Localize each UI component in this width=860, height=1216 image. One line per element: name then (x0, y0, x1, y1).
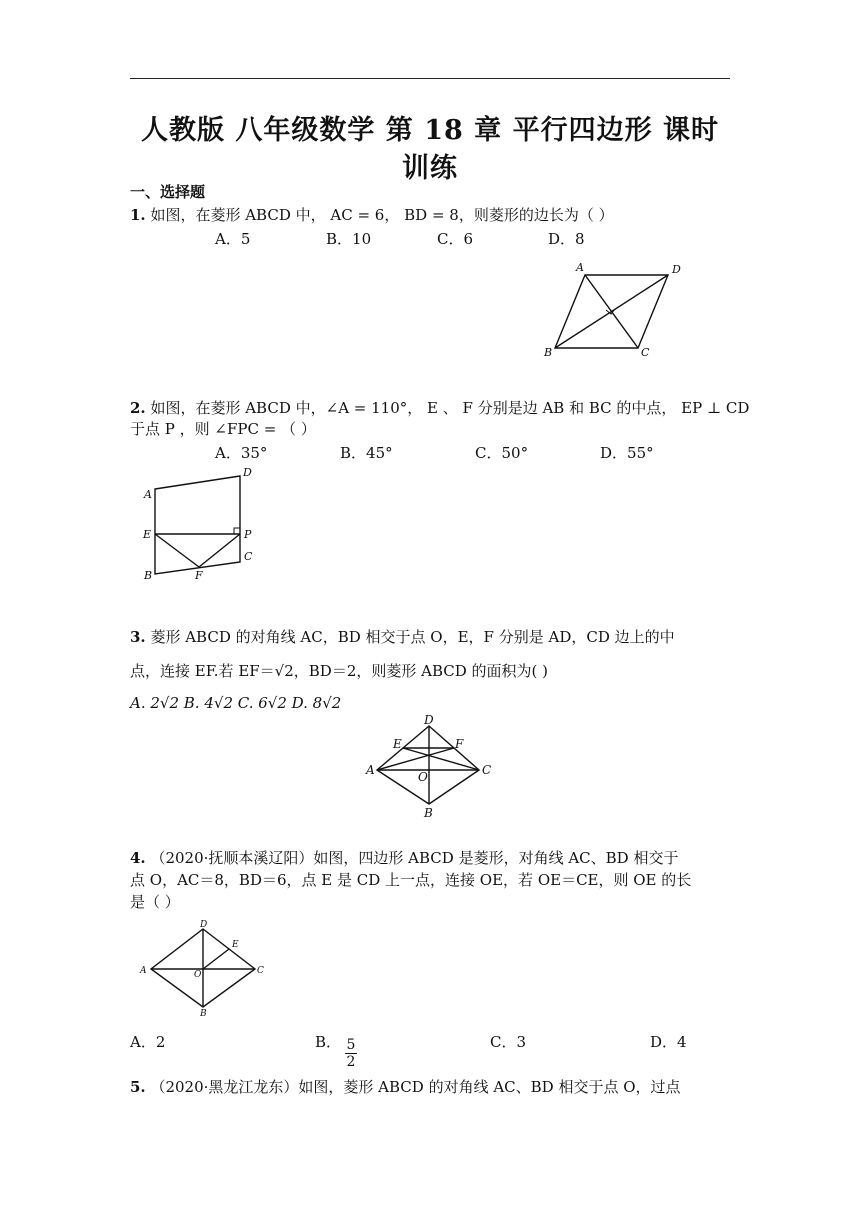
q3-options: A. 2√2 B. 4√2 C. 6√2 D. 8√2 (130, 694, 342, 712)
q1-label-d: D (672, 263, 681, 276)
page-title-line2: 训练 (402, 153, 458, 184)
question-5-line1: 5. （2020·黑龙江龙东）如图，菱形 ABCD 的对角线 AC、BD 相交于点 O，过点 (130, 1078, 681, 1096)
question-4-line2: 点 O，AC＝8，BD＝6，点 E 是 CD 上一点，连接 OE，若 OE＝CE，则 OE 的长 (130, 871, 692, 889)
q1-option-b: B．10 (326, 230, 372, 248)
q4-rhombus-figure (135, 917, 270, 1017)
q3-label-b: B (424, 806, 433, 820)
q3-label-c: C (482, 763, 492, 777)
q1-option-a: A．5 (215, 230, 251, 248)
q4-label-o: O (194, 970, 202, 980)
q2-label-a: A (144, 488, 152, 501)
question-3-line2: 点，连接 EF.若 EF＝√2，BD＝2，则菱形 ABCD 的面积为( ) (130, 662, 549, 680)
question-4-number: 4. (130, 849, 146, 867)
question-5-number: 5. (130, 1078, 146, 1096)
q4-option-c: C．3 (490, 1033, 527, 1051)
page-title-line1: 人教版 八年级数学 第 18 章 平行四边形 课时 (141, 115, 719, 146)
q4-label-d: D (200, 920, 208, 930)
q2-label-b: B (144, 569, 153, 582)
q2-option-c: C．50° (475, 444, 529, 462)
q3-rhombus-figure (362, 714, 497, 822)
fraction-denominator: 2 (346, 1054, 356, 1070)
q4-option-b: B． (315, 1033, 342, 1051)
q1-option-c: C．6 (437, 230, 474, 248)
question-2-line2: 于点 P ，则 ∠FPC = （ ） (130, 420, 316, 438)
section-heading: 一、选择题 (130, 183, 206, 201)
question-3-line1: 3. 菱形 ABCD 的对角线 AC，BD 相交于点 O，E，F 分别是 AD，CD 边上的中 (130, 628, 675, 646)
q2-label-p: P (244, 528, 252, 541)
q2-label-e: E (143, 528, 152, 541)
question-4-line1: 4. （2020·抚顺本溪辽阳）如图，四边形 ABCD 是菱形，对角线 AC、BD 相交于 (130, 849, 679, 867)
question-2-number: 2. (130, 399, 146, 417)
question-2-line1: 2. 如图，在菱形 ABCD 中，∠A = 110°， E 、 F 分别是边 AB 和 BC 的中点， EP ⊥ CD (130, 399, 750, 417)
q1-option-d: D．8 (548, 230, 585, 248)
q3-label-e: E (393, 737, 402, 751)
q2-label-f: F (195, 569, 203, 582)
q4-option-b-fraction (345, 1038, 357, 1069)
fraction-numerator: 5 (346, 1037, 356, 1053)
q2-label-d: D (243, 466, 252, 479)
q4-label-c: C (257, 966, 264, 976)
top-rule (130, 78, 730, 79)
q2-rhombus-figure (135, 462, 265, 587)
q3-label-o: O (418, 770, 428, 784)
q1-label-c: C (641, 346, 650, 359)
q4-option-d: D．4 (650, 1033, 687, 1051)
q2-label-c: C (244, 550, 253, 563)
q3-label-f: F (455, 737, 464, 751)
q3-label-d: D (424, 714, 434, 727)
q1-label-a: A (576, 261, 584, 274)
question-1-text: 如图，在菱形 ABCD 中， AC = 6， BD = 8，则菱形的边长为（ ） (150, 206, 614, 224)
q2-option-b: B．45° (340, 444, 393, 462)
q4-label-e: E (232, 940, 239, 950)
q4-option-a: A．2 (130, 1033, 166, 1051)
question-4-line3: 是（ ） (130, 893, 180, 911)
q4-label-a: A (140, 966, 147, 976)
question-3-number: 3. (130, 628, 146, 646)
question-1-number: 1. (130, 206, 146, 224)
q2-option-d: D．55° (600, 444, 654, 462)
q3-label-a: A (366, 763, 375, 777)
q2-option-a: A．35° (215, 444, 268, 462)
q1-label-b: B (544, 346, 553, 359)
q1-rhombus-figure (540, 258, 690, 363)
question-1 (130, 204, 614, 225)
q4-label-b: B (200, 1009, 207, 1017)
